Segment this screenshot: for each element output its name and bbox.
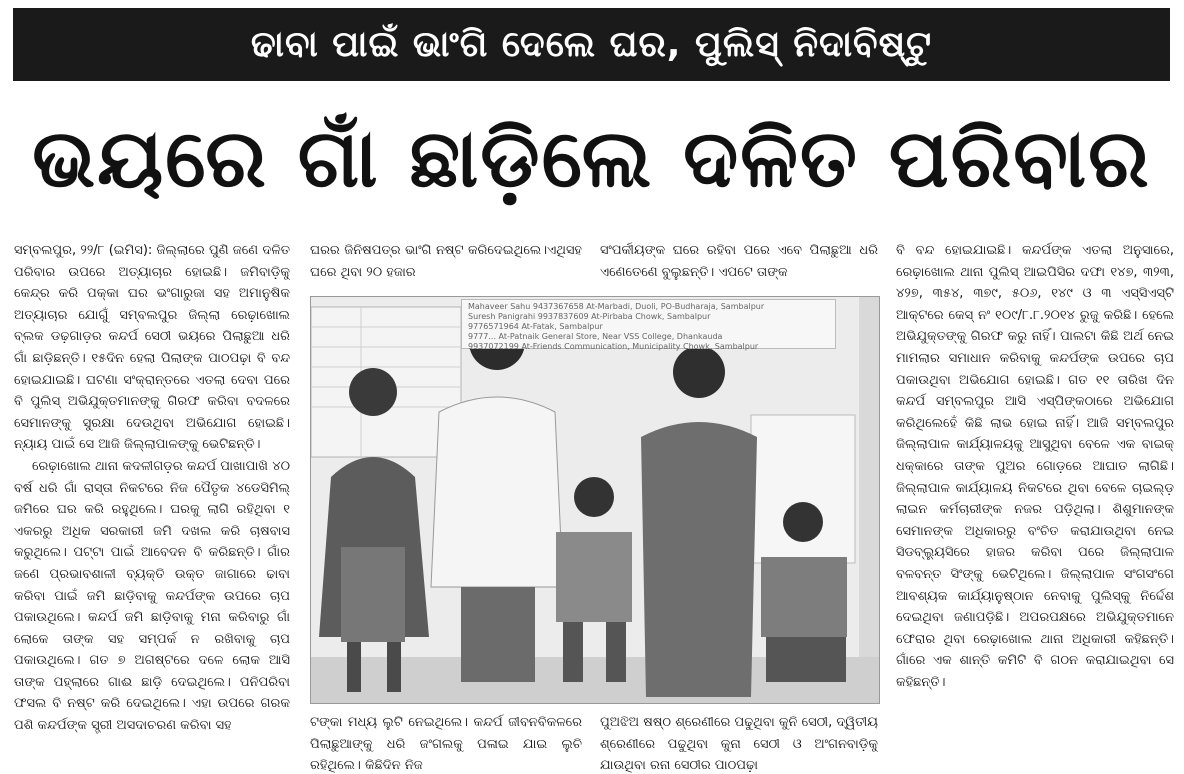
paragraph: ସମ୍ବଲପୁର, ୨୨/୮ (ଇମିସ): ଜିଲ୍ଲାରେ ପୁଣି ଜଣେ ଦଳିତ ପରିବାର ଉପରେ ଅତ୍ୟାଚାର ହୋଇଛି। ଜମିବାଡ଼ିକୁ କେନ୍ଦ୍ର କରି ପକ୍କା ଘର ଭଂଗାରୁଜା ସହ ଅମାନୁଷିକ ଅତ୍ୟାଚାର ଯୋଗୁଁ ସମ୍ବଲପୁର ଜିଲ୍ଲା ରେଢ଼ାଖୋଲ ବ୍ଲକ ଡଢ଼ଗାଡ଼ର କନ୍ଦର୍ପ ସେଠୀ ଭୟରେ ପିଲାଛୁଆ ଧରି ଗାଁ ଛାଡ଼ିଛନ୍ତି। ୧୫ଦିନ ହେଲା ପିଲାଙ୍କ ପାଠପଢ଼ା ବି ବନ୍ଦ ହୋଇଯାଇଛି। ଘଟଣା ସଂକ୍ରାନ୍ତରେ ଏତଲା ଦେବା ପରେ ବି ପୁଲିସ୍ ଅଭିଯୁକ୍ତମାନଙ୍କୁ ଗିରଫ କରିବା ବଦଳରେ ସେମାନଙ୍କୁ ସୁରକ୍ଷା ଦେଉଥିବା ଅଭିଯୋଗ ହୋଇଛି। ନ୍ୟାୟ ପାଇଁ ସେ ଆଜି ଜିଲ୍ଲାପାଳଙ୍କୁ ଭେଟିଛନ୍ତି।: [14, 243, 290, 453]
family-photo-svg: [311, 297, 879, 703]
article-column-4: [896, 240, 1174, 772]
article-column-2-top: [310, 240, 582, 286]
paragraph: ଟଙ୍କା ମଧ୍ୟ ଲୁଟି ନେଇଥିଲେ। କନ୍ଦର୍ପ ଜୀବନବିକଳରେ ପିଲାଛୁଆଙ୍କୁ ଧରି ଜଂଗଲକୁ ପଳାଇ ଯାଇ ଲୁଚି ରହିଥିଲେ। କିଛିଦିନ ନିଜ: [310, 715, 582, 774]
paragraph: ପୁଅଝିଅ ଷଷ୍ଠ ଶ୍ରେଣୀରେ ପଢୁଥିବା କୁନି ସେଠୀ, ଦ୍ୱିତୀୟ ଶ୍ରେଣୀରେ ପଢୁଥିବା କୁନା ସେଠୀ ଓ ଅଂଗନବାଡ଼ିକୁ ଯାଉଥିବା ରନା ସେଠୀର ପାଠପଢ଼ା: [600, 715, 878, 774]
paragraph: ବି ବନ୍ଦ ହୋଇଯାଇଛି। କନ୍ଦର୍ପଙ୍କ ଏତଲା ଅନୁସାରେ, ରେଢ଼ାଖୋଲ ଥାନା ପୁଲିସ୍ ଆଇପିସିର ଦଫା ୧୪୭, ୩୨୩, ୪୨୭, ୩୫୪, ୩୭୯, ୫୦୬, ୧୪୯ ଓ ୩ ଏସ୍ସିଏସ୍ଟି ଆକ୍ଟରେ କେସ୍ ନଂ ୧୦୯/୮.୮.୨୦୧୪ ରୁଜୁ କରିଛି। ହେଲେ ଅଭିଯୁକ୍ତଙ୍କୁ ଗିରଫ କରୁ ନାହିଁ। ପାଲଟା କିଛି ଅର୍ଥ ନେଇ ମାମଲାର ସମାଧାନ କରିବାକୁ କନ୍ଦର୍ପଙ୍କ ଉପରେ ଚାପ ପକାଉଥିବା ଅଭିଯୋଗ ହୋଇଛି। ଗତ ୧୧ ତାରିଖ ଦିନ କନ୍ଦର୍ପ ସମ୍ବଲପୁର ଆସି ଏସ୍ପିଙ୍କଠାରେ ଅଭିଯୋଗ କରିଥିଲେହେଁ କିଛି ଲାଭ ହୋଇ ନାହିଁ। ଆଜି ସମ୍ବଲପୁର ଜିଲ୍ଲାପାଳ କାର୍ଯ୍ୟାଳୟକୁ ଆସୁଥିବା ବେଳେ ଏକ ବାଇକ୍ ଧକ୍କାରେ ତାଙ୍କ ପୁଅର ଗୋଡ଼ରେ ଆଘାତ ଲାଗିଛି। ଜିଲ୍ଲାପାଳ କାର୍ଯ୍ୟାଳୟ ନିକଟରେ ଥିବା ବେଳେ ଚାଇଲ୍ଡ଼ ଲାଇନ କର୍ମଚାରୀଙ୍କ ନଜର ପଡ଼ିଥିଲା। ଶିଶୁମାନଙ୍କ ସେମାନଙ୍କ ଅଧିକାରରୁ ବଂଚିତ କରାଯାଉଥିବା ନେଇ ସିଡବ୍ଲ୍ୟୁସିରେ ହାଜର କରିବା ପରେ ଜିଲ୍ଲାପାଳ ବଳବନ୍ତ ସିଂଙ୍କୁ ଭେଟିଥିଲେ। ଜିଲ୍ଲାପାଳ ସଂଗସଂଗେ ଆବଶ୍ୟକ କାର୍ଯ୍ୟାନୁଷ୍ଠାନ ନେବାକୁ ପୁଲିସ୍କୁ ନିର୍ଦ୍ଦେଶ ଦେଇଥିବା ଜଣାପଡ଼ିଛି। ଅପରପକ୍ଷରେ ଅଭିଯୁକ୍ତମାନେ ଫେରାର ଥିବା ରେଢ଼ାଖୋଲ ଥାନା ଅଧିକାରୀ କହିଛନ୍ତି। ଗାଁରେ ଏକ ଶାନ୍ତି କମିଟି ବି ଗଠନ କରାଯାଇଥିବା ସେ କହିଛନ୍ତି।: [896, 243, 1174, 690]
notice-line: Suresh Panigrahi 9937837609 At-Pirbaba Chowk, Sambalpur: [468, 312, 711, 321]
background-notice: [461, 299, 836, 349]
article-column-3-bottom: [600, 712, 878, 774]
headline: ଭୟରେ ଗାଁ ଛାଡ଼ିଲେ ଦଳିତ ପରିବାର: [32, 112, 1151, 205]
notice-line: 9937072199 At-Friends Communication, Municipality Chowk, Sambalpur: [468, 342, 759, 351]
paragraph: ରେଢ଼ାଖୋଲ ଥାନା କଦଳୀଗଡ଼ର କନ୍ଦର୍ପ ପାଖାପାଖି ୪୦ ବର୍ଷ ଧରି ଗାଁ ରାସ୍ତା ନିକଟରେ ନିଜ ପୈତୃକ ୪ଡେସିମିଲ୍ ଜମିରେ ଘର କରି ରହୁଥିଲେ। ଘରକୁ ଲାଗି ରହିଥିବା ୧ ଏକରରୁ ଅଧିକ ସରକାରୀ ଜମି ଦଖଲ କରି ଚାଷବାସ କରୁଥିଲେ। ପଟ୍ଟା ପାଇଁ ଆବେଦନ ବି କରିଛନ୍ତି। ଗାଁର ଜଣେ ପ୍ରଭାବଶାଳୀ ବ୍ୟକ୍ତି ଉକ୍ତ ଜାଗାରେ ଢାବା କରିବା ପାଇଁ ଜମି ଛାଡ଼ିବାକୁ କନ୍ଦର୍ପଙ୍କ ଉପରେ ଚାପ ପକାଉଥିଲେ। କନ୍ଦର୍ପ ଜମି ଛାଡ଼ିବାକୁ ମନା କରିବାରୁ ଗାଁ ଲୋକେ ତାଙ୍କ ସହ ସମ୍ପର୍କ ନ ରଖିବାକୁ ଚାପ ପକାଉଥିଲେ। ଗତ ୭ ଅଗଷ୍ଟରେ ଦଳେ ଲୋକ ଆସି ତାଙ୍କ ପହ୍ଲାରେ ଗାଈ ଛାଡ଼ି ଦେଇଥିଲେ। ପନିପରିବା ଫସଲ ବି ନଷ୍ଟ କରି ଦେଇଥିଲେ। ଏହା ଉପରେ ଗରକ ପଶି କନ୍ଦର୍ପଙ୍କ ସ୍ତ୍ରୀ ଅସଦାଚରଣ କରିବା ସହ: [14, 458, 290, 734]
article-column-3-top: [600, 240, 878, 286]
family-photo: [310, 296, 880, 704]
kicker-text: ଢାବା ପାଇଁ ଭାଂଗି ଦେଲେ ଘର, ପୁଲିସ୍ ନିଦାବିଷ୍ଟୁ: [250, 23, 933, 65]
notice-line: 9776571964 At-Fatak, Sambalpur: [468, 322, 603, 331]
kicker-banner: [13, 8, 1170, 81]
notice-line: 9777... At-Patnaik General Store, Near VSS College, Dhankauda: [468, 332, 723, 341]
notice-line: Mahaveer Sahu 9437367658 At-Marbadi, Duoli, PO-Budharaja, Sambalpur: [468, 302, 765, 311]
paragraph: ଘରର ଜିନିଷପତ୍ର ଭାଂଗି ନଷ୍ଟ କରିଦେଇଥିଲେ।ଏଥିସହ ଘରେ ଥିବା ୨୦ ହଜାର: [310, 243, 582, 280]
article-column-2-bottom: [310, 712, 582, 774]
article-column-1: [14, 240, 290, 772]
paragraph: ସଂପର୍କୀୟଙ୍କ ଘରେ ରହିବା ପରେ ଏବେ ପିଲାଛୁଆ ଧରି ଏଣେତେଣେ ବୁଲୁଛନ୍ତି। ଏପଟେ ତାଙ୍କ: [600, 243, 878, 280]
